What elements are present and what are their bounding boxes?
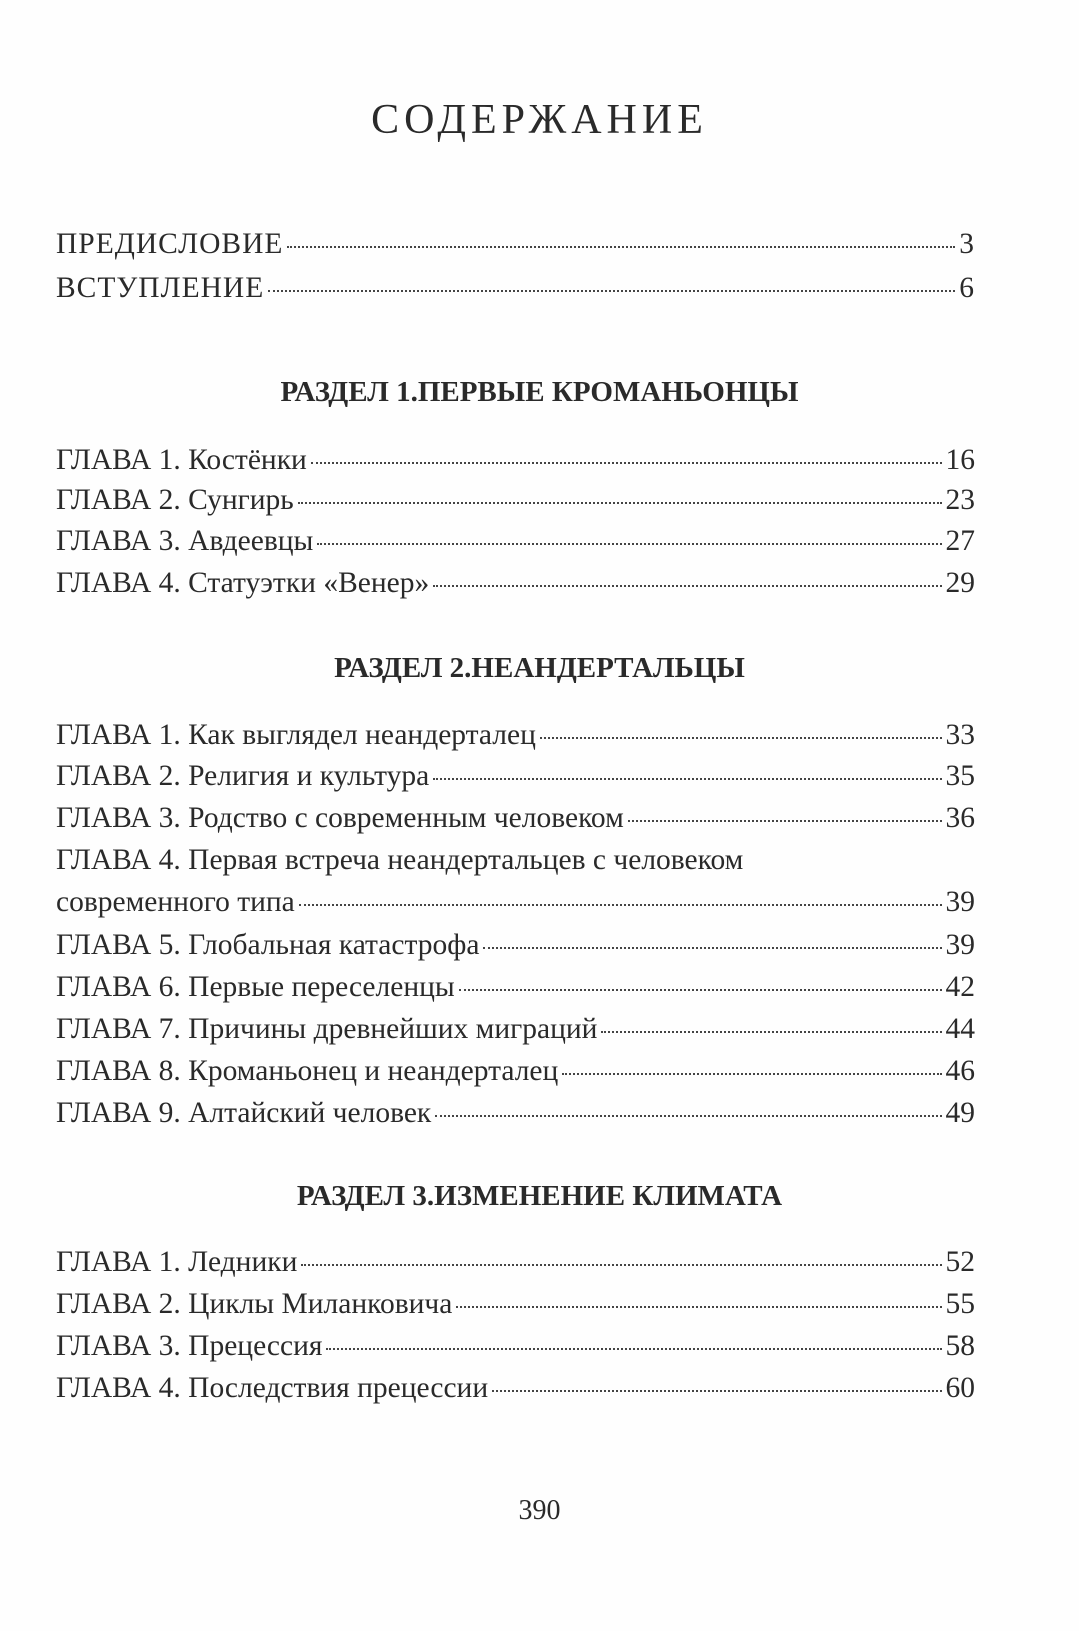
dot-leader <box>540 737 942 739</box>
dot-leader <box>601 1031 941 1033</box>
toc-entry <box>56 841 975 929</box>
toc-entry-label: ГЛАВА 1. Как выглядел неандерталец <box>56 719 536 751</box>
toc-entry <box>56 757 975 795</box>
toc-entry-page: 16 <box>945 444 975 476</box>
toc-entry <box>56 522 975 560</box>
dot-leader <box>492 1390 941 1392</box>
dot-leader <box>287 246 955 248</box>
dot-leader <box>299 904 942 906</box>
toc-entry <box>56 716 975 754</box>
dot-leader <box>317 543 941 545</box>
dot-leader <box>298 502 942 504</box>
toc-entry-label: ГЛАВА 1. Ледники <box>56 1246 298 1278</box>
dot-leader <box>483 947 941 949</box>
toc-entry-label: ГЛАВА 5. Глобальная катастрофа <box>56 929 480 961</box>
toc-entry <box>56 1285 975 1323</box>
toc-entry-label: ПРЕДИСЛОВИЕ <box>56 228 284 260</box>
toc-entry <box>56 481 975 519</box>
toc-entry-label: ГЛАВА 4. Статуэтки «Венер» <box>56 567 430 599</box>
toc-entry <box>56 1094 975 1132</box>
toc-entry-label: ГЛАВА 2. Циклы Миланковича <box>56 1288 453 1320</box>
toc-entry <box>56 441 975 479</box>
toc-entry-page: 46 <box>945 1055 975 1087</box>
page-title: СОДЕРЖАНИЕ <box>371 97 708 143</box>
dot-leader <box>459 989 942 991</box>
section-title: РАЗДЕЛ 1.ПЕРВЫЕ КРОМАНЬОНЦЫ <box>280 376 799 408</box>
toc-entry-page: 60 <box>945 1372 975 1404</box>
toc-entry <box>56 1010 975 1048</box>
toc-entry-page: 3 <box>959 228 975 260</box>
dot-leader <box>562 1073 941 1075</box>
toc-entry-page: 36 <box>945 802 975 834</box>
toc-entry-page: 29 <box>945 567 975 599</box>
toc-entry-page: 58 <box>945 1330 975 1362</box>
section-title: РАЗДЕЛ 2.НЕАНДЕРТАЛЬЦЫ <box>334 652 745 684</box>
dot-leader <box>435 1115 941 1117</box>
toc-entry-page: 55 <box>945 1288 975 1320</box>
toc-entry-page: 49 <box>945 1097 975 1129</box>
toc-entry-label: ГЛАВА 3. Родство с современным человеком <box>56 802 624 834</box>
toc-entry <box>56 1369 975 1407</box>
toc-entry-label: ГЛАВА 1. Костёнки <box>56 444 307 476</box>
toc-entry-label: ГЛАВА 9. Алтайский человек <box>56 1097 432 1129</box>
toc-entry <box>56 1052 975 1090</box>
toc-entry-page: 23 <box>945 484 975 516</box>
toc-entry-label: ГЛАВА 7. Причины древнейших миграций <box>56 1013 598 1045</box>
toc-entry-label-continued: современного типа <box>56 886 295 918</box>
toc-entry-introduction <box>56 269 975 307</box>
toc-entry-label: ГЛАВА 4. Последствия прецессии <box>56 1372 489 1404</box>
toc-entry-page: 39 <box>945 886 975 918</box>
toc-entry-page: 35 <box>945 760 975 792</box>
dot-leader <box>456 1306 941 1308</box>
toc-entry-label: ГЛАВА 8. Кроманьонец и неандерталец <box>56 1055 559 1087</box>
dot-leader <box>628 820 942 822</box>
toc-entry <box>56 564 975 602</box>
toc-entry-page: 44 <box>945 1013 975 1045</box>
dot-leader <box>326 1348 941 1350</box>
toc-entry-page: 42 <box>945 971 975 1003</box>
toc-entry-label: ВСТУПЛЕНИЕ <box>56 272 265 304</box>
dot-leader <box>311 462 942 464</box>
toc-entry-continuation <box>56 883 975 921</box>
toc-entry-page: 39 <box>945 929 975 961</box>
page-number: 390 <box>518 1495 561 1526</box>
dot-leader <box>301 1264 941 1266</box>
toc-entry-label: ГЛАВА 4. Первая встреча неандертальцев с человеком <box>56 844 744 876</box>
toc-entry-label: ГЛАВА 2. Религия и культура <box>56 760 430 792</box>
toc-entry-preface <box>56 225 975 263</box>
toc-entry-label: ГЛАВА 3. Авдеевцы <box>56 525 314 557</box>
section-title: РАЗДЕЛ 3.ИЗМЕНЕНИЕ КЛИМАТА <box>296 1180 783 1212</box>
toc-entry <box>56 968 975 1006</box>
toc-entry <box>56 1243 975 1281</box>
toc-entry <box>56 926 975 964</box>
toc-entry-label: ГЛАВА 6. Первые переселенцы <box>56 971 455 1003</box>
toc-entry-label: ГЛАВА 3. Прецессия <box>56 1330 323 1362</box>
dot-leader <box>433 778 941 780</box>
dot-leader <box>433 585 941 587</box>
toc-entry-page: 33 <box>945 719 975 751</box>
toc-entry-page: 52 <box>945 1246 975 1278</box>
toc-entry <box>56 799 975 837</box>
toc-entry-page: 27 <box>945 525 975 557</box>
dot-leader <box>268 290 955 292</box>
toc-entry <box>56 1327 975 1365</box>
toc-entry-page: 6 <box>959 272 975 304</box>
toc-entry-label: ГЛАВА 2. Сунгирь <box>56 484 294 516</box>
